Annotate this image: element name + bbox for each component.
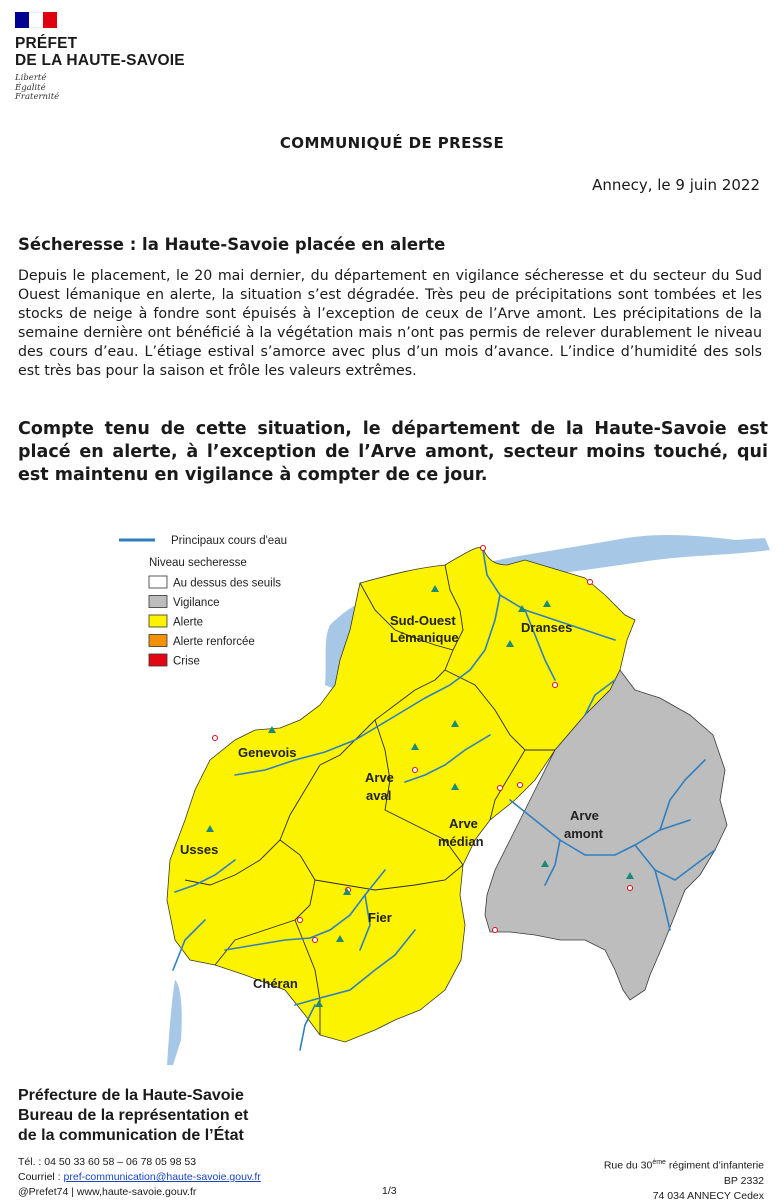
- station-marker: [493, 928, 498, 933]
- republic-motto: [15, 74, 185, 103]
- document-type: COMMUNIQUÉ DE PRESSE: [279, 134, 505, 152]
- prefet-title-line1: PRÉFET: [15, 35, 78, 52]
- footer-email-link[interactable]: pref-communication@haute-savoie.gouv.fr: [63, 1171, 261, 1183]
- footer-address-sup: ème: [652, 1159, 666, 1166]
- legend-level-label: Crise: [173, 655, 200, 668]
- footer-address: [604, 1155, 764, 1204]
- footer-address-post: régiment d’infanterie: [665, 1159, 764, 1172]
- legend-swatch: [149, 576, 167, 588]
- page-number: 1/3: [382, 1185, 397, 1197]
- station-marker: [518, 783, 523, 788]
- station-marker: [213, 736, 218, 741]
- motto-egalite: Égalité: [15, 82, 46, 93]
- sector-arve-aval-line2: aval: [366, 788, 392, 803]
- legend-levels: [149, 576, 281, 668]
- station-marker: [588, 580, 593, 585]
- footer-city: 74 034 ANNECY Cedex: [652, 1189, 764, 1202]
- legend-level-title: Niveau secheresse: [149, 557, 247, 569]
- footer-bp: BP 2332: [723, 1174, 764, 1187]
- flag-blue-band: [15, 12, 29, 28]
- motto-fraternite: Fraternité: [15, 92, 60, 102]
- sector-dranses: Dranses: [521, 620, 573, 635]
- footer-address-pre: Rue du 30: [603, 1159, 653, 1172]
- french-flag-icon: [15, 12, 57, 28]
- emphasis-paragraph: Compte tenu de cette situation, le département de la Haute-Savoie est placé en alerte, à l’exception de l’Arve amont, secteur moins touché, qui est maintenu en vigilance à compter de ce jour.: [18, 419, 768, 485]
- sector-arve-median-line1: Arve: [449, 816, 478, 831]
- sector-sud-ouest-line1: Sud-Ouest: [390, 613, 456, 628]
- footer-courriel-label: Courriel :: [18, 1171, 64, 1183]
- station-marker: [298, 918, 303, 923]
- flag-red-band: [43, 12, 57, 28]
- document-date: Annecy, le 9 juin 2022: [592, 176, 760, 194]
- station-marker: [553, 683, 558, 688]
- map-legend: [119, 535, 287, 668]
- footer-title-line1: Préfecture de la Haute-Savoie: [18, 1087, 244, 1104]
- footer-contact: [18, 1155, 261, 1200]
- station-marker: [628, 886, 633, 891]
- prefecture-logo: [15, 12, 185, 103]
- legend-level-label: Alerte renforcée: [173, 636, 255, 648]
- footer-social: @Prefet74 | www,haute-savoie.gouv.fr: [18, 1186, 197, 1198]
- footer-organization: [18, 1086, 248, 1146]
- legend-swatch: [149, 615, 167, 627]
- legend-level-label: Au dessus des seuils: [173, 577, 282, 590]
- station-marker: [313, 938, 318, 943]
- motto-liberte: Liberté: [15, 73, 47, 83]
- sector-fier: Fier: [368, 910, 392, 925]
- prefet-title-line2: DE LA HAUTE-SAVOIE: [15, 52, 185, 69]
- footer-tel: Tél. : 04 50 33 60 58 – 06 78 05 98 53: [18, 1156, 197, 1168]
- legend-level-label: Alerte: [173, 616, 204, 629]
- sector-genevois: Genevois: [238, 745, 297, 760]
- sector-sud-ouest-line2: Lémanique: [390, 630, 459, 645]
- legend-swatch: [149, 596, 167, 608]
- footer-courriel-line: [18, 1170, 261, 1185]
- lake-bourget: [167, 980, 182, 1065]
- sector-cheran: Chéran: [253, 976, 298, 991]
- legend-swatch: [149, 654, 167, 666]
- sector-arve-aval-line1: Arve: [365, 770, 394, 785]
- sector-usses: Usses: [180, 842, 219, 857]
- sector-arve-median-line2: médian: [438, 834, 484, 849]
- sector-arve-amont-line1: Arve: [570, 808, 599, 823]
- prefet-title: [15, 35, 185, 69]
- legend-rivers-label: Principaux cours d'eau: [171, 535, 287, 547]
- legend-swatch: [149, 635, 167, 647]
- flag-white-band: [29, 12, 43, 28]
- footer-address-street: [604, 1155, 764, 1174]
- footer-title-line3: de la communication de l’État: [18, 1127, 244, 1144]
- station-marker: [498, 786, 503, 791]
- body-paragraph: Depuis le placement, le 20 mai dernier, du département en vigilance sécheresse et du secteur du Sud Ouest lémanique en alerte, la situation s’est dégradée. Très peu de précipitations sont tombées et les stocks de neige à fondre sont épuisés à l’exception de ceux de l’Arve amont. Les précipitations de la semaine dernière ont bénéficié à la végétation mais n’ont pas permis de relever durablement le niveau des cours d’eau. L’étiage estival s’amorce avec plus d’un mois d’avance. L’indice d’humidité des sols est très bas pour la saison et frôle les valeurs extrêmes.: [18, 268, 762, 379]
- station-marker: [481, 546, 486, 551]
- headline: Sécheresse : la Haute-Savoie placée en alerte: [18, 235, 446, 254]
- footer-title-line2: Bureau de la représentation et: [18, 1107, 249, 1124]
- sector-arve-amont-line2: amont: [564, 826, 603, 841]
- station-marker: [413, 768, 418, 773]
- drought-map: [115, 520, 775, 1070]
- legend-level-label: Vigilance: [173, 597, 220, 609]
